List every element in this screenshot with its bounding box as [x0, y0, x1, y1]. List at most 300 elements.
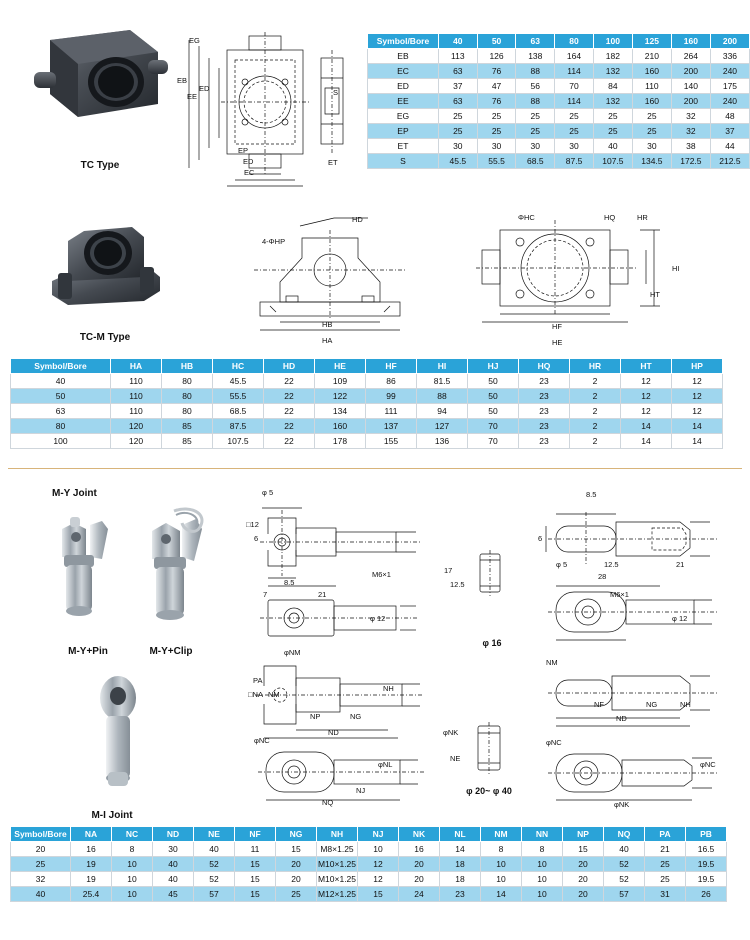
- table-header-cell: 80: [555, 34, 594, 49]
- table-row-label: EE: [368, 94, 439, 109]
- table-cell: 15: [276, 842, 317, 857]
- table-header-cell: HB: [162, 359, 213, 374]
- table-cell: 12: [672, 389, 723, 404]
- table-cell: 80: [162, 374, 213, 389]
- table-cell: 16: [71, 842, 112, 857]
- pin-drawing-16: [470, 548, 510, 598]
- table-cell: M12×1.25: [317, 887, 358, 902]
- table-cell: 25: [516, 124, 555, 139]
- table-header-cell: HQ: [519, 359, 570, 374]
- dim-label-6-r: 6: [538, 534, 543, 543]
- table-cell: 45: [153, 887, 194, 902]
- table-cell: 45.5: [438, 154, 477, 169]
- table-tcm-dimensions: [10, 358, 723, 449]
- dim-label-ee: EE: [187, 92, 198, 101]
- table-cell: 8: [522, 842, 563, 857]
- table-row-label: 40: [11, 374, 111, 389]
- table-cell: 19: [71, 857, 112, 872]
- table-row: [368, 94, 750, 109]
- table-cell: 14: [481, 887, 522, 902]
- table-row: [368, 49, 750, 64]
- table-row-label: 25: [11, 857, 71, 872]
- table-cell: 120: [111, 419, 162, 434]
- dim-label-s: S: [333, 88, 339, 97]
- dim-label-sq12: □12: [246, 520, 259, 529]
- dim-label-ne-r: φNK: [614, 800, 630, 809]
- table-cell: 25: [632, 124, 671, 139]
- dim-label-phinc-r: φNC: [546, 738, 562, 747]
- mi-joint-drawing-mid-right: [540, 578, 725, 646]
- table-cell: 200: [671, 94, 710, 109]
- table-cell: 25.4: [71, 887, 112, 902]
- table-row-label: 100: [11, 434, 111, 449]
- table-header-cell: 40: [438, 34, 477, 49]
- table-cell: 140: [671, 79, 710, 94]
- table-cell: 10: [522, 857, 563, 872]
- table-header-cell: Symbol/Bore: [368, 34, 439, 49]
- dim-label-nd: ND: [328, 728, 339, 737]
- table-cell: 212.5: [710, 154, 749, 169]
- table-cell: 138: [516, 49, 555, 64]
- dim-label-eg: EG: [189, 36, 200, 45]
- table-cell: 22: [264, 374, 315, 389]
- table-cell: 32: [671, 109, 710, 124]
- table-cell: 20: [399, 872, 440, 887]
- table-cell: 31: [645, 887, 686, 902]
- table-cell: 155: [366, 434, 417, 449]
- table-cell: 80: [162, 404, 213, 419]
- dim-label-phinl: φNL: [378, 760, 393, 769]
- dim-label-he: HE: [552, 338, 563, 347]
- table-header-cell: NJ: [358, 827, 399, 842]
- table-cell: 52: [194, 857, 235, 872]
- spec-table-3: [10, 826, 727, 902]
- my-joint-drawing-1: [250, 500, 425, 590]
- table-row-label: EP: [368, 124, 439, 139]
- table-cell: 80: [162, 389, 213, 404]
- dim-label-phi12-r: φ 12: [672, 614, 688, 623]
- table-row-header: [11, 827, 727, 842]
- table-header-cell: NQ: [604, 827, 645, 842]
- table-cell: 23: [519, 389, 570, 404]
- table-row-header: [368, 34, 750, 49]
- table-header-cell: NH: [317, 827, 358, 842]
- table-cell: 57: [604, 887, 645, 902]
- caption-tc-type: TC Type: [80, 160, 120, 171]
- table-cell: 134: [315, 404, 366, 419]
- table-cell: 15: [563, 842, 604, 857]
- table-row: [11, 419, 723, 434]
- table-cell: 16: [399, 842, 440, 857]
- table-cell: 94: [417, 404, 468, 419]
- dim-label-8p5-r: 8.5: [586, 490, 597, 499]
- table-row: [368, 154, 750, 169]
- dim-label-np: NP: [310, 712, 321, 721]
- table-cell: 50: [468, 389, 519, 404]
- dim-label-28: 28: [598, 572, 607, 581]
- dim-label-12p5-r: 12.5: [604, 560, 619, 569]
- table-row: [368, 124, 750, 139]
- table-header-cell: Symbol/Bore: [11, 827, 71, 842]
- table-cell: 12: [672, 404, 723, 419]
- dim-label-nq: NQ: [322, 798, 334, 807]
- table-cell: 23: [519, 419, 570, 434]
- dim-label-hp: 4-ΦHP: [262, 237, 286, 246]
- table-cell: 88: [516, 64, 555, 79]
- table-header-cell: Symbol/Bore: [11, 359, 111, 374]
- dim-label-phink-r: φNC: [700, 760, 716, 769]
- table-cell: 12: [621, 404, 672, 419]
- pin-drawing-20-40: [466, 720, 510, 778]
- table-tc-dimensions: [367, 33, 750, 169]
- table-cell: 45.5: [213, 374, 264, 389]
- caption-my-joint: M-Y Joint: [52, 488, 97, 499]
- table-header-cell: 63: [516, 34, 555, 49]
- table-cell: 110: [111, 374, 162, 389]
- tc-type-drawing: [175, 28, 355, 178]
- dim-label-hb: HB: [322, 320, 333, 329]
- table-cell: 336: [710, 49, 749, 64]
- table-cell: 25: [477, 124, 516, 139]
- table-cell: 8: [112, 842, 153, 857]
- table-cell: 22: [264, 404, 315, 419]
- dim-label-phi12: φ 12: [370, 614, 386, 623]
- table-cell: 240: [710, 64, 749, 79]
- table-cell: 57: [194, 887, 235, 902]
- table-row: [11, 389, 723, 404]
- table-row-header: [11, 359, 723, 374]
- table-cell: 240: [710, 94, 749, 109]
- table-header-cell: PA: [645, 827, 686, 842]
- label-phi16: φ 16: [482, 638, 502, 648]
- table-cell: 52: [194, 872, 235, 887]
- table-cell: 16.5: [686, 842, 727, 857]
- table-cell: 25: [438, 109, 477, 124]
- table-cell: 25: [645, 872, 686, 887]
- table-cell: 132: [593, 94, 632, 109]
- table-header-cell: HA: [111, 359, 162, 374]
- table-header-cell: NL: [440, 827, 481, 842]
- table-cell: 25: [477, 109, 516, 124]
- table-row: [11, 434, 723, 449]
- dim-label-12p5: 12.5: [450, 580, 465, 589]
- dim-label-ec: EC: [244, 168, 255, 177]
- dim-label-m6x1-r: 21: [676, 560, 685, 569]
- table-cell: 110: [111, 389, 162, 404]
- dim-label-ep: EP: [238, 146, 249, 155]
- table-cell: 175: [710, 79, 749, 94]
- table-cell: 14: [672, 434, 723, 449]
- dim-label-phinc: φNC: [254, 736, 270, 745]
- table-cell: 164: [555, 49, 594, 64]
- dim-label-hq: HQ: [604, 213, 616, 222]
- dim-label-ng: NG: [350, 712, 362, 721]
- table-cell: 264: [671, 49, 710, 64]
- table-cell: 126: [477, 49, 516, 64]
- table-cell: 25: [516, 109, 555, 124]
- table-cell: 86: [366, 374, 417, 389]
- table-cell: 182: [593, 49, 632, 64]
- table-header-cell: 200: [710, 34, 749, 49]
- table-cell: 26: [686, 887, 727, 902]
- table-cell: M10×1.25: [317, 857, 358, 872]
- table-row: [368, 79, 750, 94]
- section-divider: [8, 468, 742, 469]
- table-cell: 25: [645, 857, 686, 872]
- table-cell: 22: [264, 419, 315, 434]
- table-cell: 76: [477, 94, 516, 109]
- label-phi20-40: φ 20~ φ 40: [466, 786, 512, 796]
- table-cell: 120: [111, 434, 162, 449]
- table-header-cell: 125: [632, 34, 671, 49]
- table-cell: 122: [315, 389, 366, 404]
- table-row: [11, 404, 723, 419]
- table-row-label: 32: [11, 872, 71, 887]
- table-cell: 136: [417, 434, 468, 449]
- dim-label-eb: EB: [177, 76, 188, 85]
- table-cell: 2: [570, 389, 621, 404]
- table-cell: 44: [710, 139, 749, 154]
- dim-label-nf-r: NF: [594, 700, 604, 709]
- table-cell: 40: [604, 842, 645, 857]
- table-header-cell: 160: [671, 34, 710, 49]
- table-cell: 2: [570, 404, 621, 419]
- table-cell: 2: [570, 374, 621, 389]
- table-cell: 114: [555, 64, 594, 79]
- dim-label-nm-r: NM: [546, 658, 558, 667]
- table-cell: 10: [112, 887, 153, 902]
- spec-table-1: [367, 33, 750, 169]
- mi-joint-drawing-nf-right: [540, 660, 725, 732]
- table-row-label: ET: [368, 139, 439, 154]
- table-cell: 87.5: [213, 419, 264, 434]
- dim-label-nj: NJ: [356, 786, 366, 795]
- table-cell: 113: [438, 49, 477, 64]
- table-cell: 2: [570, 434, 621, 449]
- tcm-top-drawing: [470, 210, 670, 325]
- table-cell: 25: [276, 887, 317, 902]
- table-cell: 52: [604, 872, 645, 887]
- my-clip-photo: [130, 505, 220, 635]
- dim-label-phinm: φNM: [284, 648, 301, 657]
- table-row: [11, 374, 723, 389]
- table-cell: 210: [632, 49, 671, 64]
- dim-label-pa-2: φNK: [443, 728, 459, 737]
- table-cell: 25: [593, 124, 632, 139]
- table-cell: 14: [672, 419, 723, 434]
- dim-label-pb: NE: [450, 754, 461, 763]
- table-cell: 25: [593, 109, 632, 124]
- table-row: [368, 139, 750, 154]
- table-header-cell: NF: [235, 827, 276, 842]
- table-row-label: 63: [11, 404, 111, 419]
- mi-joint-photo: [88, 672, 148, 802]
- table-cell: 40: [194, 842, 235, 857]
- dim-label-nh: NH: [383, 684, 394, 693]
- table-cell: 137: [366, 419, 417, 434]
- table-cell: 110: [111, 404, 162, 419]
- table-cell: 160: [632, 94, 671, 109]
- table-cell: 107.5: [593, 154, 632, 169]
- table-cell: 23: [440, 887, 481, 902]
- table-header-cell: ND: [153, 827, 194, 842]
- table-cell: 40: [153, 872, 194, 887]
- table-cell: 52: [604, 857, 645, 872]
- dim-label-pa: PA: [253, 676, 263, 685]
- spec-table-2: [10, 358, 723, 449]
- table-cell: 37: [710, 124, 749, 139]
- table-header-cell: HF: [366, 359, 417, 374]
- table-cell: 10: [481, 872, 522, 887]
- table-cell: 14: [621, 419, 672, 434]
- table-cell: 48: [710, 109, 749, 124]
- table-cell: 81.5: [417, 374, 468, 389]
- table-cell: 127: [417, 419, 468, 434]
- table-row-label: EC: [368, 64, 439, 79]
- table-cell: 11: [235, 842, 276, 857]
- caption-mi-joint: M-I Joint: [91, 810, 133, 821]
- table-header-cell: HE: [315, 359, 366, 374]
- table-cell: 20: [276, 872, 317, 887]
- table-cell: 23: [519, 434, 570, 449]
- table-cell: 40: [153, 857, 194, 872]
- table-header-cell: HT: [621, 359, 672, 374]
- caption-my-clip: M-Y+Clip: [149, 646, 193, 657]
- table-cell: 12: [358, 872, 399, 887]
- dim-label-21-r: M6×1: [610, 590, 629, 599]
- table-cell: 30: [477, 139, 516, 154]
- table-cell: 40: [593, 139, 632, 154]
- table-cell: 10: [481, 857, 522, 872]
- table-header-cell: HR: [570, 359, 621, 374]
- dim-label-ed-left: ED: [199, 84, 210, 93]
- table-header-cell: HP: [672, 359, 723, 374]
- table-header-cell: NM: [481, 827, 522, 842]
- table-cell: 15: [235, 887, 276, 902]
- table-cell: 56: [516, 79, 555, 94]
- table-cell: 30: [516, 139, 555, 154]
- table-cell: 107.5: [213, 434, 264, 449]
- table-cell: 15: [235, 857, 276, 872]
- dim-label-phi5: φ 5: [262, 488, 274, 497]
- table-cell: 63: [438, 94, 477, 109]
- table-cell: 23: [519, 404, 570, 419]
- table-cell: 19.5: [686, 872, 727, 887]
- table-row-label: EG: [368, 109, 439, 124]
- table-cell: 23: [519, 374, 570, 389]
- table-row-label: 40: [11, 887, 71, 902]
- dim-label-17: 17: [444, 566, 453, 575]
- table-cell: 22: [264, 434, 315, 449]
- table-cell: M10×1.25: [317, 872, 358, 887]
- table-row-label: 50: [11, 389, 111, 404]
- table-cell: 84: [593, 79, 632, 94]
- table-header-cell: 50: [477, 34, 516, 49]
- table-cell: 19: [71, 872, 112, 887]
- table-cell: 14: [621, 434, 672, 449]
- table-header-cell: NC: [112, 827, 153, 842]
- table-cell: 30: [153, 842, 194, 857]
- table-cell: 25: [632, 109, 671, 124]
- table-cell: 172.5: [671, 154, 710, 169]
- table-row-label: 20: [11, 842, 71, 857]
- dim-label-nh-r: NH: [680, 700, 691, 709]
- table-joint-dimensions: [10, 826, 727, 902]
- table-cell: 160: [315, 419, 366, 434]
- table-cell: 110: [632, 79, 671, 94]
- table-cell: 55.5: [213, 389, 264, 404]
- dim-label-sqna: □NA: [248, 690, 263, 699]
- table-cell: 8: [481, 842, 522, 857]
- my-pin-photo: [46, 515, 126, 635]
- dim-label-et: ET: [328, 158, 338, 167]
- dim-label-phi5-r: φ 5: [556, 560, 568, 569]
- table-cell: 63: [438, 64, 477, 79]
- table-cell: 47: [477, 79, 516, 94]
- table-header-cell: NA: [71, 827, 112, 842]
- table-header-cell: HJ: [468, 359, 519, 374]
- table-cell: 109: [315, 374, 366, 389]
- dim-label-hc: ΦHC: [518, 213, 535, 222]
- table-cell: 68.5: [516, 154, 555, 169]
- table-cell: 12: [621, 374, 672, 389]
- table-cell: 85: [162, 419, 213, 434]
- table-header-cell: NN: [522, 827, 563, 842]
- my-joint-drawing-2: [250, 588, 425, 650]
- tcm-front-drawing: [240, 210, 430, 325]
- table-cell: 111: [366, 404, 417, 419]
- dim-label-ha: HA: [322, 336, 333, 345]
- table-cell: 37: [438, 79, 477, 94]
- table-cell: 19.5: [686, 857, 727, 872]
- table-cell: 21: [645, 842, 686, 857]
- table-cell: 85: [162, 434, 213, 449]
- table-row: [11, 872, 727, 887]
- table-cell: 88: [516, 94, 555, 109]
- table-cell: 134.5: [632, 154, 671, 169]
- table-cell: 87.5: [555, 154, 594, 169]
- dim-label-nd-r: ND: [616, 714, 627, 723]
- table-cell: 10: [358, 842, 399, 857]
- dim-label-ed: ED: [243, 157, 254, 166]
- table-header-cell: HI: [417, 359, 468, 374]
- table-header-cell: PB: [686, 827, 727, 842]
- table-cell: 15: [358, 887, 399, 902]
- dim-label-nm: NM: [268, 690, 280, 699]
- table-row-label: EB: [368, 49, 439, 64]
- dim-label-7: 7: [263, 590, 268, 599]
- table-header-cell: NG: [276, 827, 317, 842]
- table-cell: 14: [440, 842, 481, 857]
- table-cell: 12: [621, 389, 672, 404]
- table-cell: 12: [358, 857, 399, 872]
- table-header-cell: NK: [399, 827, 440, 842]
- table-cell: 25: [555, 124, 594, 139]
- table-cell: 10: [112, 857, 153, 872]
- table-cell: 38: [671, 139, 710, 154]
- table-row: [368, 109, 750, 124]
- table-cell: 32: [671, 124, 710, 139]
- table-cell: 10: [112, 872, 153, 887]
- table-row-label: S: [368, 154, 439, 169]
- table-header-cell: HC: [213, 359, 264, 374]
- table-header-cell: NE: [194, 827, 235, 842]
- table-header-cell: NP: [563, 827, 604, 842]
- table-row: [368, 64, 750, 79]
- table-cell: 50: [468, 374, 519, 389]
- table-cell: 30: [438, 139, 477, 154]
- table-cell: 30: [555, 139, 594, 154]
